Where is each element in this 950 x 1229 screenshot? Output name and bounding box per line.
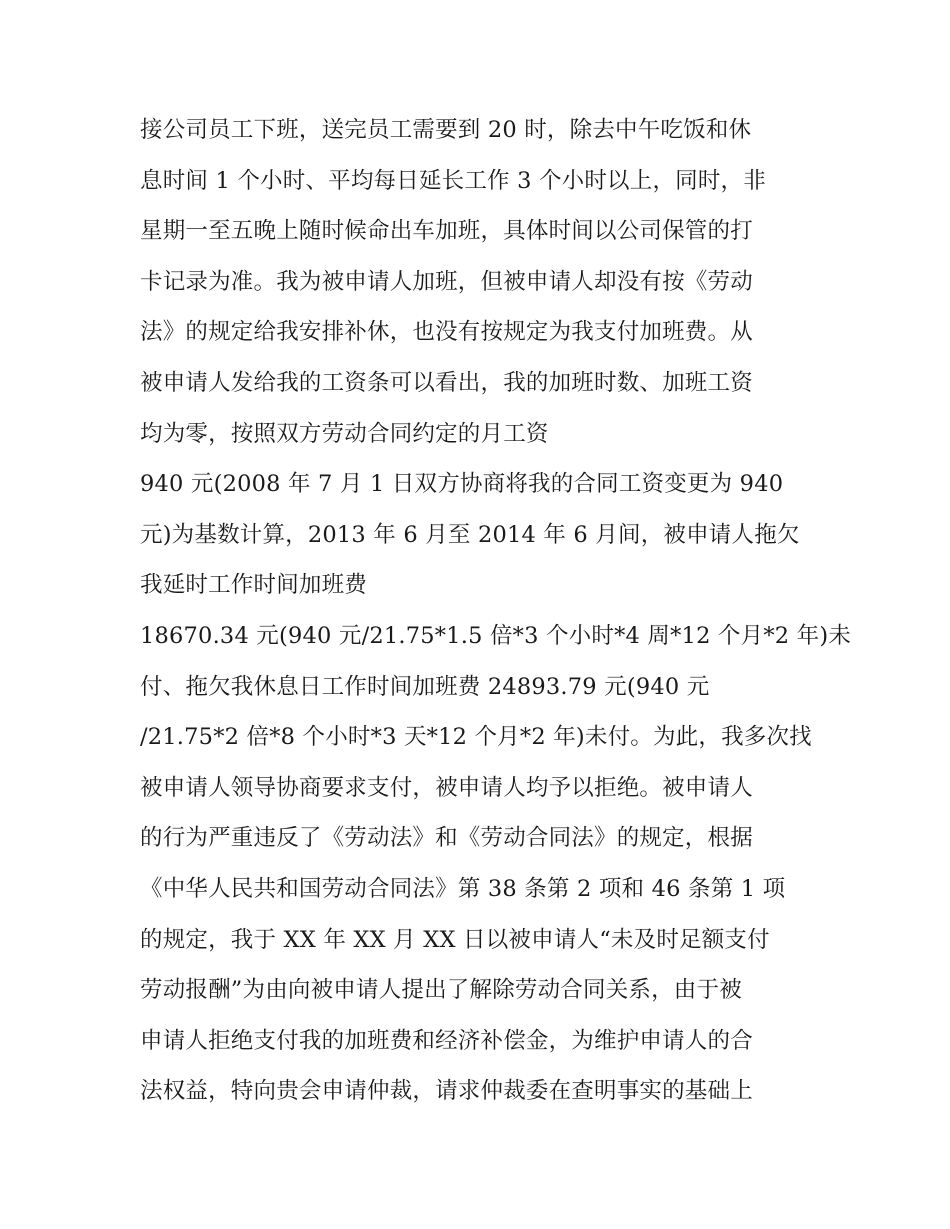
text-line: 被申请人领导协商要求支付，被申请人均予以拒绝。被申请人 bbox=[140, 774, 753, 801]
text-line: 付、拖欠我休息日工作时间加班费 24893.79 元(940 元 bbox=[140, 673, 710, 700]
text-line: 息时间 1 个小时、平均每日延长工作 3 个小时以上，同时，非 bbox=[140, 167, 766, 194]
text-line: 申请人拒绝支付我的加班费和经济补偿金，为维护申请人的合 bbox=[140, 1027, 753, 1054]
text-line: 18670.34 元(940 元/21.75*1.5 倍*3 个小时*4 周*12 个月*2 年)未 bbox=[140, 622, 852, 649]
text-line: 星期一至五晚上随时候命出车加班，具体时间以公司保管的打 bbox=[140, 218, 753, 245]
text-line: 的规定，我于 XX 年 XX 月 XX 日以被申请人“未及时足额支付 bbox=[140, 926, 770, 953]
text-line: 我延时工作时间加班费 bbox=[140, 572, 368, 599]
text-line: 法权益，特向贵会申请仲裁，请求仲裁委在查明事实的基础上 bbox=[140, 1078, 753, 1105]
text-line: 《中华人民共和国劳动合同法》第 38 条第 2 项和 46 条第 1 项 bbox=[140, 875, 786, 902]
text-line: 元)为基数计算，2013 年 6 月至 2014 年 6 月间，被申请人拖欠 bbox=[140, 521, 800, 548]
text-line: /21.75*2 倍*8 个小时*3 天*12 个月*2 年)未付。为此，我多次找 bbox=[140, 724, 812, 751]
text-line: 均为零，按照双方劳动合同约定的月工资 bbox=[140, 420, 549, 447]
text-line: 的行为严重违反了《劳动法》和《劳动合同法》的规定，根据 bbox=[140, 825, 753, 852]
body-text bbox=[140, 105, 852, 1117]
text-line: 法》的规定给我安排补休，也没有按规定为我支付加班费。从 bbox=[140, 319, 753, 346]
text-line: 劳动报酬”为由向被申请人提出了解除劳动合同关系，由于被 bbox=[140, 977, 742, 1004]
text-line: 940 元(2008 年 7 月 1 日双方协商将我的合同工资变更为 940 bbox=[140, 471, 784, 498]
text-line: 接公司员工下班，送完员工需要到 20 时，除去中午吃饭和休 bbox=[140, 117, 752, 143]
text-line: 卡记录为准。我为被申请人加班，但被申请人却没有按《劳动 bbox=[140, 268, 753, 295]
text-line: 被申请人发给我的工资条可以看出，我的加班时数、加班工资 bbox=[140, 369, 753, 396]
